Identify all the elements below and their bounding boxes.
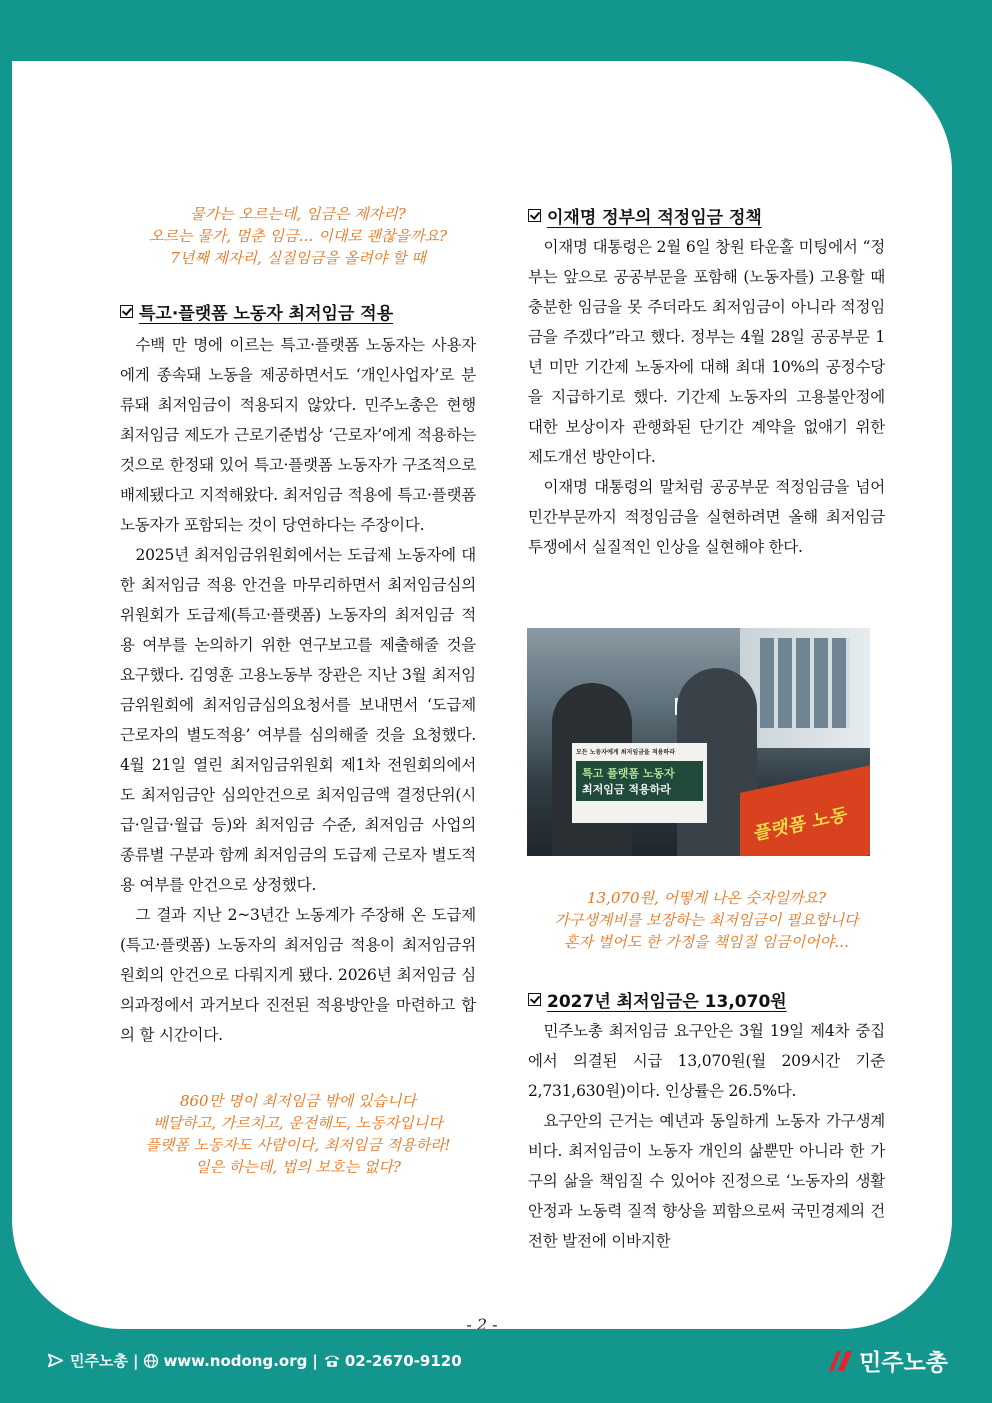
photo-banner [740, 763, 870, 856]
slogan-line: 일은 하는데, 법의 보호는 없다? [195, 1158, 401, 1176]
slogan-top [120, 203, 476, 269]
slogan-right [528, 887, 885, 953]
footer [0, 1338, 992, 1383]
heading-text: 2027년 최저임금은 13,070원 [547, 992, 787, 1012]
heading-text: 특고·플랫폼 노동자 최저임금 적용 [139, 304, 394, 324]
section-heading-fair-wage [528, 203, 885, 228]
checkbox-icon [528, 209, 541, 222]
protest-photo [527, 628, 870, 856]
slogan-line: 13,070원, 어떻게 나온 숫자일까요? [587, 889, 826, 907]
kctu-logo-icon [825, 1349, 855, 1373]
slogan-line: 가구생계비를 보장하는 최저임금이 필요합니다 [554, 911, 859, 929]
heading-text: 이재명 정부의 적정임금 정책 [547, 208, 762, 228]
photo-protest-sign [572, 743, 707, 823]
paragraph: 요구안의 근거는 예년과 동일하게 노동자 가구생계비다. 최저임금이 노동자 개인의 삶뿐만 아니라 한 가구의 삶을 책임질 수 있어야 진정으로 ‘노동자의 생활안정과 노동력 질적 향상을 꾀함으로써 국민경제의 건전한 발전에 이바지한 [528, 1112, 885, 1250]
paragraph: 이재명 대통령은 2월 6일 창원 타운홀 미팅에서 “정부는 앞으로 공공부문을 포함해 (노동자를) 고용할 때 충분한 임금을 못 주더라도 최저임금이 아니라 적정임금을 주겠다”라고 했다. 정부는 4월 28일 공공부문 1년 미만 기간제 노동자에 대해 최대 10%의 공정수당을 지급하기로 했다. 기간제 노동자의 고용불안정에 대한 보상이자 관행화된 단기간 계약을 없애기 위한 제도개선 방안이다. [528, 238, 885, 466]
left-column [120, 203, 476, 1178]
footer-logo [825, 1344, 948, 1377]
paragraph: 그 결과 지난 2~3년간 노동계가 주장해 온 도급제(특고·플랫폼) 노동자의 최저임금 적용이 최저임금위원회의 안건으로 다뤄지게 됐다. 2026년 최저임금 심의과정에서 과거보다 진전된 적용방안을 마련하고 합의 할 시간이다. [120, 906, 476, 1044]
footer-separator: | [132, 1351, 139, 1370]
right-column [528, 203, 885, 562]
checkbox-icon [528, 993, 541, 1006]
slogan-line: 860만 명이 최저임금 밖에 있습니다 [179, 1092, 417, 1110]
footer-separator: | [312, 1351, 318, 1370]
paragraph: 2025년 최저임금위원회에서는 도급제 노동자에 대한 최저임금 적용 안건을 마무리하면서 최저임금심의위원회가 도급제(특고·플랫폼) 노동자의 최저임금 적용 여부를 논의하기 위한 연구보고를 제출해줄 것을 요구했다. 김영훈 고용노동부 장관은 지난 3월 최저임금위원회에 최저임금심의요청서를 보내면서 ‘도급제 근로자의 별도적용’ 여부를 심의해줄 것을 요청했다. 4월 21일 열린 최저임금위원회 제1차 전원회의에서도 최저임금안 심의안건으로 최저임금액 결정단위(시급·일급·월급 등)와 최저임금 수준, 최저임금 사업의 종류별 구분과 함께 최저임금의 도급제 근로자 별도적용 여부를 안건으로 상정했다. [120, 546, 476, 894]
page-sheet [12, 61, 952, 1329]
slogan-bottom [120, 1090, 476, 1178]
phone-icon [323, 1353, 341, 1369]
footer-org: 민주노총 [70, 1352, 128, 1370]
footer-phone: 02-2670-9120 [344, 1351, 462, 1370]
banner-text: 플랫폼 노동 [754, 804, 848, 845]
globe-icon [143, 1353, 159, 1369]
footer-contact [47, 1350, 462, 1371]
section-heading-2027-wage [528, 987, 885, 1012]
slogan-line: 오르는 물가, 멈춘 임금… 이대로 괜찮을까요? [149, 227, 447, 245]
sign-top-text: 모든 노동자에게 최저임금을 적용하라 [576, 749, 676, 756]
footer-logo-text: 민주노총 [859, 1350, 948, 1376]
send-icon [47, 1352, 64, 1369]
slogan-line: 7년째 제자리, 실질임금을 올려야 할 때 [170, 249, 426, 267]
right-column-lower [528, 887, 885, 1256]
slogan-line: 배달하고, 가르치고, 운전해도, 노동자입니다 [153, 1114, 443, 1132]
paragraph: 수백 만 명에 이르는 특고·플랫폼 노동자는 사용자에게 종속돼 노동을 제공하면서도 ‘개인사업자’로 분류돼 최저임금이 적용되지 않았다. 민주노총은 현행 최저임금 제도가 근로기준법상 ‘근로자’에게 적용하는 것으로 한정돼 있어 특고·플랫폼 노동자가 구조적으로 배제됐다고 지적해왔다. 최저임금 적용에 특고·플랫폼 노동자가 포함되는 것이 당연하다는 주장이다. [120, 336, 476, 534]
section-heading-platform [120, 299, 476, 324]
checkbox-icon [120, 305, 133, 318]
slogan-line: 플랫폼 노동자도 사람이다, 최저임금 적용하라! [145, 1136, 451, 1154]
footer-website[interactable]: www.nodong.org [163, 1351, 308, 1370]
paragraph: 민주노총 최저임금 요구안은 3월 19일 제4차 중집에서 의결된 시급 13,070원(월 209시간 기준 2,731,630원)이다. 인상률은 26.5%다. [528, 1022, 885, 1100]
sign-line1: 특고 플랫폼 노동자 [582, 767, 675, 780]
slogan-line: 혼자 벌어도 한 가정을 책임질 임금이어야… [563, 933, 850, 951]
paragraph: 이재명 대통령의 말처럼 공공부문 적정임금을 넘어 민간부문까지 적정임금을 실현하려면 올해 최저임금 투쟁에서 실질적인 인상을 실현해야 한다. [528, 478, 885, 556]
slogan-line: 물가는 오르는데, 임금은 제자리? [190, 205, 406, 223]
sign-line2: 최저임금 적용하라 [582, 783, 671, 796]
photo-building [740, 628, 870, 748]
page-number: - 2 - [466, 1315, 498, 1329]
